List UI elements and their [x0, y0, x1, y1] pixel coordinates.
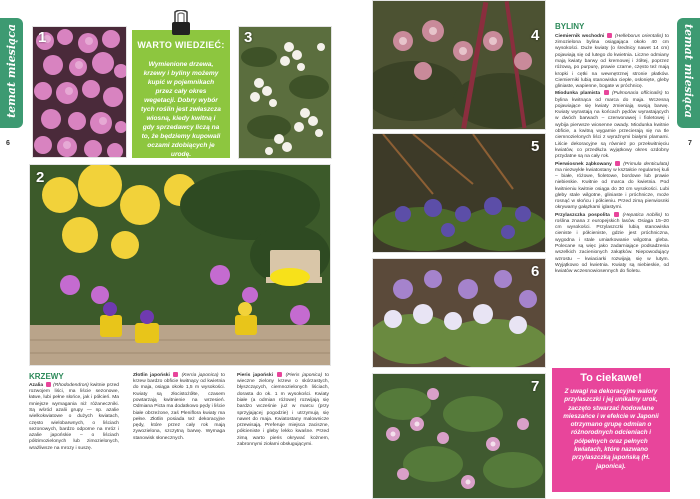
- photo-pieris-image: [239, 27, 331, 158]
- photo-number-2: 2: [36, 169, 45, 186]
- photo-number-4: 4: [531, 27, 540, 44]
- entry-hepatica: [555, 212, 669, 276]
- info-badge-icon: [46, 382, 51, 387]
- entry-text-pieris: to wieczne zielony krzew o skórzastych, błyszczących, ciemnozielonych liściach, dorasta do ok. 1 m wysokości. Kwiaty białe (a odmian różowe) rozwijają się bardzo wcześnie już w marcu (przy sprzyjającej pogodzie) i utrzymują się nawet do maja. Kwiatostany malownicze przewisają. Preferuje miejsca zaciszne, półcieniste i gleby lekko kwaśne. Przed zimą warto pieris okrywać kożnem, zabronnymi ziołami obsługującymi.: [237, 372, 330, 448]
- entry-title-primula: Pierwiosnek ząbkowany: [555, 161, 612, 167]
- info-badge-icon: [604, 90, 609, 95]
- section-heading-shrubs: KRZEWY: [29, 372, 64, 381]
- entry-pulmonaria: [555, 90, 669, 160]
- entry-text-pulmonaria: to bylina kwitnąca od marca do maja. Wczesną pojawiające się kwiaty zmieniają swoją barwę. Kwiaty wyrastają na końcach pędów wyrastających w dwóch barwach – czerwonawej i fioletowej i wybija pierwsze wiosenne owady. Miodunka kwitnie obficie, a kwitną wygarnie przecierają się na tle ciemnozielonych liści z wyraźnymi białymi plamami. Liście dekoracyjne są również po przekwitnięciu kwiatów, co przedłuża wyjątkowy okres ozdobny przydatne są na cały rok.: [555, 91, 670, 160]
- info-badge-icon: [277, 372, 282, 377]
- photo-azalea: [32, 26, 127, 158]
- section-tab-left-label: temat miesiąca: [5, 24, 18, 118]
- entry-latin-azalia: (Rhododendron): [53, 382, 89, 388]
- photo-hellebore: [372, 0, 546, 130]
- entry-latin-primula: (Primula denticulata): [623, 161, 670, 167]
- photo-hepatica: [372, 258, 546, 368]
- entry-helleborus: [555, 33, 669, 90]
- binder-clip-icon: [170, 10, 192, 36]
- photo-primula: [372, 133, 546, 253]
- photo-azalea-image: [33, 27, 126, 157]
- photo-number-5: 5: [531, 138, 540, 155]
- tip-box: [132, 30, 230, 158]
- section-tab-right: [677, 18, 700, 128]
- photo-garden: [29, 164, 331, 366]
- photo-number-7: 7: [531, 378, 540, 395]
- fact-box: [552, 368, 670, 492]
- photo-hepatica-pink: [372, 373, 546, 499]
- entry-latin-helleborus: (Helleborus orientalis): [615, 33, 664, 39]
- entry-title-azalia: Azalia: [29, 382, 44, 388]
- tip-box-title: WARTO WIEDZIEĆ:: [137, 40, 225, 50]
- entry-title-helleborus: Ciemiernik wschodni: [555, 33, 605, 39]
- entry-latin-pulmonaria: (Pulmonaria officinalis): [611, 91, 663, 97]
- entry-text-primula: ma niezwykłe kwiatostany w kształcie regularnej kuli – białe, różowe, fioletowe, bordowe lub prawie niebieskie. Kwitnie od marca do kwietnia. Pod kwitnieniu kwitnie osiąga do 30 cm wysokości. Lubi gleby stale wilgotne, gliniaste i próchnicze, może rosnąć w słońcu i półcieniu. Przed zimą pierwiosnki okrywamy gałązkami iglastymi.: [555, 167, 669, 211]
- entry-text-zlotlin: to krzew bardzo obficie kwitnący od kwietnia do maja, osiąga około 1,5 m wysokości. Kwiaty są złocistożółte, czasem powtarzają kwitnienie na wrzesień. Odmiana Picta ma dodatkowo pędy i liście białe obrzeżone, zaś Pleniflora kwiaty ma pełne. Złotlin posiada też dekoracyjne pędy, które przez cały rok mają zywozielona, szczytną barwę. Wymaga stanowisk słonecznych.: [133, 372, 226, 441]
- text-column-pieris: [237, 372, 329, 448]
- fact-box-title: To ciekawe!: [580, 372, 642, 384]
- photo-pieris: [238, 26, 332, 159]
- text-column-azalia: [29, 382, 119, 452]
- entry-text-azalia: kwitnie przed rozwojem liści, ma liście sezonowe, łatwe, lubi pełne słońce, jak i półcień. Ma mniejsze wymagania niż różaneczniki. Są wśród azalii grupy — np. azalie wielkokwiatowe o dużych kwiatach, często wielobarwnych, o liściach sezonowych, bardzo odporne na mróz i azalie japońskie – o liściach półzimozielonych lub zimozielonych, wrażliwsze na mrozy i suszę.: [29, 382, 120, 451]
- entry-text-helleborus: to zimozielona bylina osiągająca około 40 cm wysokości. Duże kwiaty (o średnicy nawet 14 cm) pojawiają się od lutego do kwietnia. Liczne odmiany mają kwiaty barwy od kremowej i żółtej, poprzez różową, po purpurę, prawie czarne, często też mają kropki i cętki na wewnętrznej stronie płatków. Ciemierniki lubią stanowiska ciepłe, osłonięte, gleby gliniaste, wapienne, bogate w próchnicę.: [555, 33, 670, 90]
- entry-title-pieris: Pieris japoński: [237, 372, 273, 378]
- photo-hellebore-image: [373, 1, 545, 129]
- tip-box-text: Wymienione drzewa, krzewy i byliny możemy kupić w pojemnikach przez cały okres wegetacji. Dobry wybór tych roślin jest zwłaszcza wiosną, kiedy kwitną i gdy sprzedawcy liczą na to, że będziemy kupowali oczami zdobiących je urodę.: [141, 61, 221, 158]
- entry-latin-pieris: (Pieris japonica): [285, 372, 323, 378]
- text-column-zlotlin: [133, 372, 225, 442]
- photo-garden-image: [30, 165, 330, 365]
- text-column-perennials: [555, 33, 669, 275]
- entry-primula: [555, 161, 669, 212]
- entry-latin-zlotlin: (Kerria japonica): [181, 372, 219, 378]
- photo-number-1: 1: [38, 29, 47, 46]
- photo-hepatica-pink-image: [373, 374, 545, 498]
- info-badge-icon: [173, 372, 178, 377]
- section-tab-left: [0, 18, 23, 128]
- info-badge-icon: [615, 161, 620, 166]
- photo-number-6: 6: [531, 263, 540, 280]
- page-number-left: 6: [6, 140, 10, 147]
- photo-number-3: 3: [244, 29, 253, 46]
- section-heading-perennials: BYLINY: [555, 22, 585, 31]
- section-tab-right-label: temat miesiąca: [682, 24, 695, 118]
- info-badge-icon: [607, 33, 612, 38]
- entry-title-zlotlin: Złotlin japoński: [133, 372, 170, 378]
- entry-latin-hepatica: (Hepatica nobilis): [622, 212, 663, 218]
- page-number-right: 7: [688, 140, 692, 147]
- fact-box-text: Z uwagi na dekoracyjne walory przylaszczki i jej unikalny urok, zaczęto stwarzać hodowlane mieszańce i w efekcie w Japonii otrzymano grupę odmian o różnorodnych odcieniach i półpełnych oraz pełnych kwiatach, które nazwano przylaszczką japońską (H. japonica).: [563, 388, 659, 470]
- entry-title-pulmonaria: Miodunka plamista: [555, 91, 601, 97]
- photo-hepatica-image: [373, 259, 545, 367]
- entry-text-hepatica: to roślina znana z europejskich lasów. Osiąga 15–20 cm wysokości. Przylaszczki lubią stanowiska cieniste i półcieniste, gdzie jest próchniczna, wygodna i stale umiarkowanie wilgotna gleba. Polecane są więc jako zadarniające podsadzenia wszelkich zacienionych zakątków. Niepowodujący wzrostu – kwiaciarki rozwijają się w lutym. Wyjątkowo od kwietnia. Kwiaty są niebieskie, od kwiatów wczesnowiosennych do fioletu.: [555, 212, 670, 275]
- entry-title-hepatica: Przylaszczka pospolita: [555, 212, 610, 218]
- info-badge-icon: [614, 212, 619, 217]
- photo-primula-image: [373, 134, 545, 252]
